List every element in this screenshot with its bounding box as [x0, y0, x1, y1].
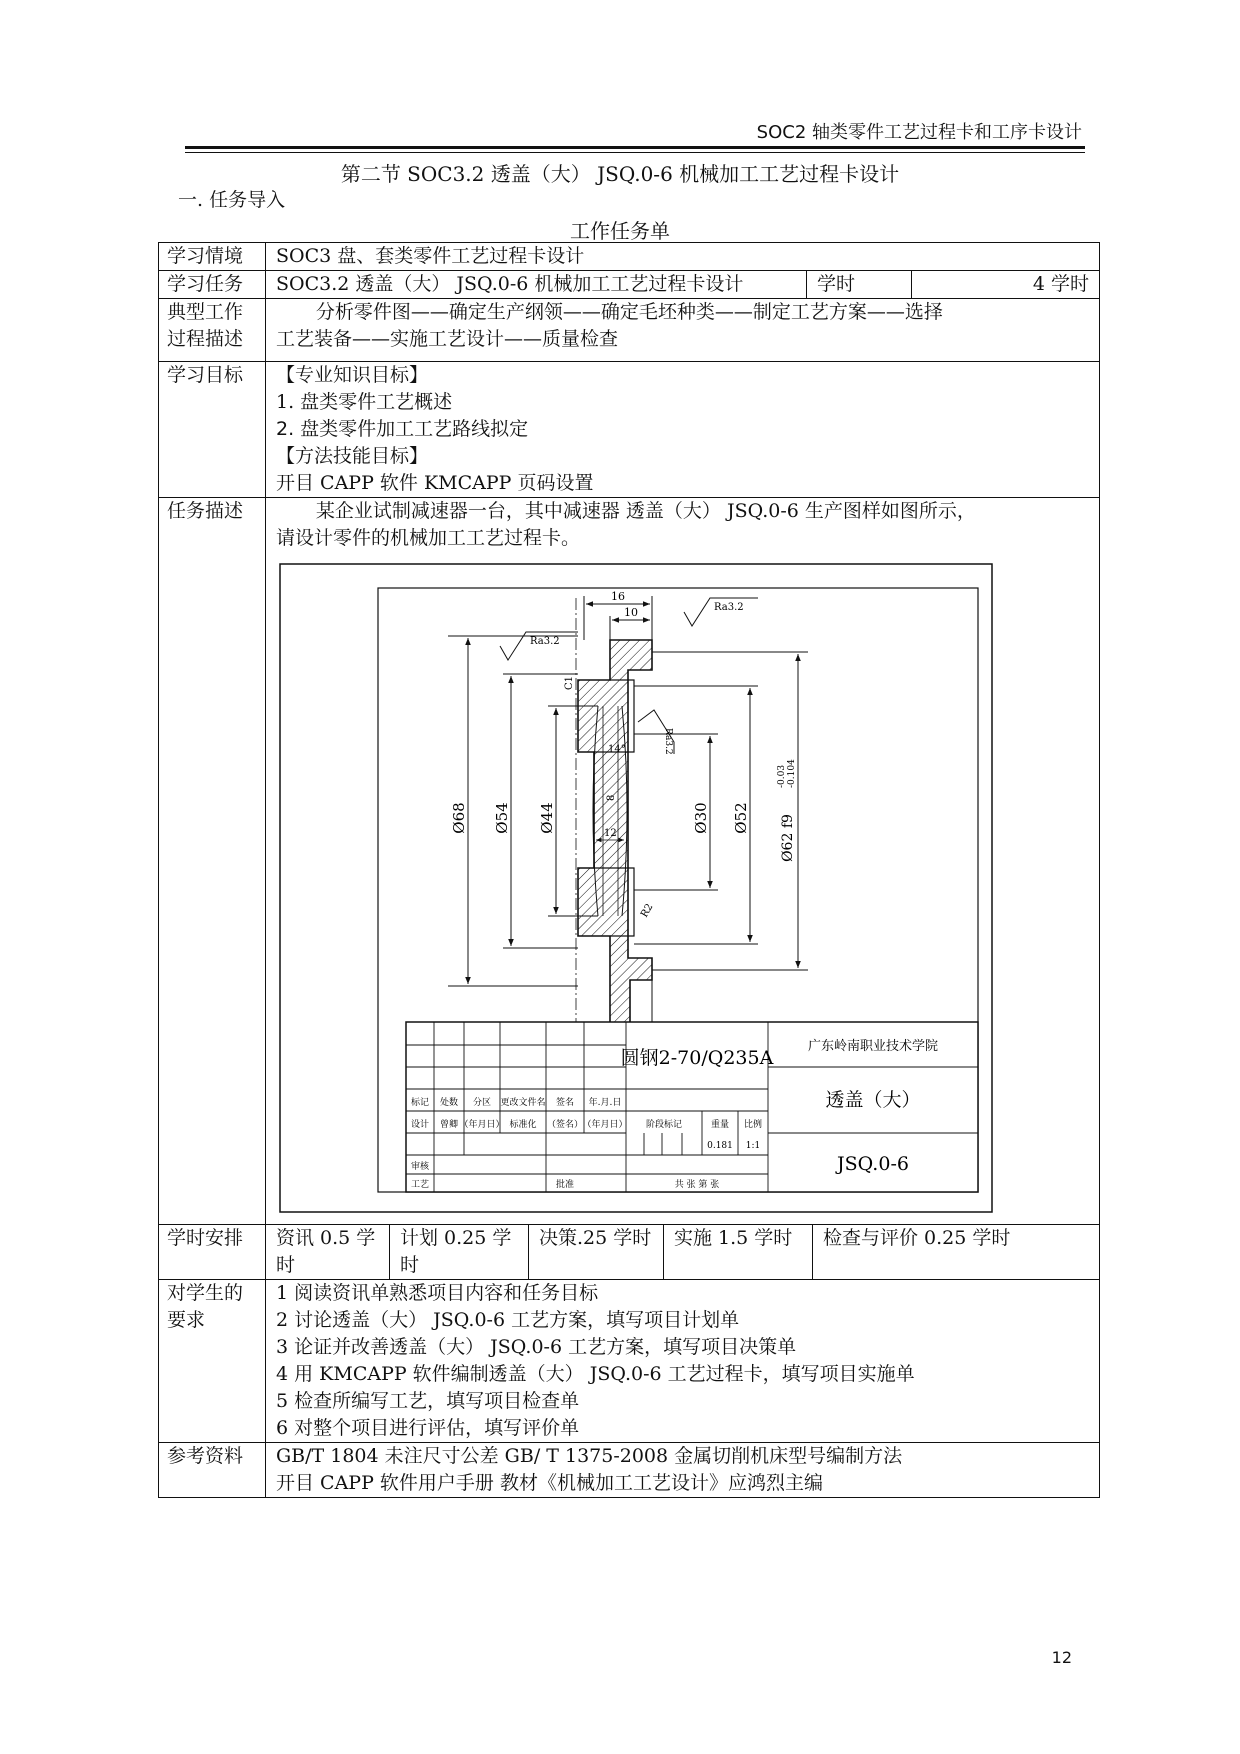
dim-r2: R2: [639, 901, 656, 920]
label-situation: 学习情境: [159, 243, 266, 271]
tb-design: （年月日）: [582, 1120, 628, 1130]
roughness-ra32-right: Ra3.2: [714, 602, 744, 613]
row-references: [159, 1443, 1100, 1498]
row-description: [159, 498, 1100, 1225]
tb-process-label: 工艺: [410, 1180, 430, 1190]
label-requirements-1: 对学生的: [167, 1282, 244, 1304]
description-line-1: 某企业试制减速器一台，其中减速器 透盖（大） JSQ.0-6 生产图样如图所示，: [315, 500, 976, 522]
requirement-item: 6 对整个项目进行评估，填写评价单: [276, 1417, 580, 1439]
roughness-ra32-inner: Ra3.2: [663, 728, 673, 755]
goal-item: 2. 盘类零件加工工艺路线拟定: [276, 418, 529, 440]
row-task: [159, 271, 1100, 299]
tb-review-label: 审核: [410, 1162, 430, 1172]
label-requirements-2: 要求: [167, 1309, 206, 1331]
section-title: 第二节 SOC3.2 透盖（大） JSQ.0-6 机械加工工艺过程卡设计: [340, 162, 900, 186]
label-process-1: 典型工作: [167, 301, 244, 323]
roughness-ra32-left: Ra3.2: [530, 636, 560, 647]
label-references: 参考资料: [159, 1443, 266, 1498]
work-task-table: [158, 242, 1100, 1498]
goal-item: 1. 盘类零件工艺概述: [276, 391, 453, 413]
dim-d68: Ø68: [450, 802, 468, 834]
dim-d62-tol-low: -0.104: [787, 759, 797, 788]
title-school: 广东岭南职业技术学院: [807, 1039, 939, 1054]
tb-design: 设计: [410, 1120, 430, 1130]
description-line-2: 请设计零件的机械加工工艺过程卡。: [276, 527, 581, 549]
requirement-item: 1 阅读资讯单熟悉项目内容和任务目标: [276, 1282, 599, 1304]
tb-scale-value: 1:1: [745, 1141, 761, 1151]
table-caption: 工作任务单: [570, 219, 670, 243]
title-part-name: 透盖（大）: [825, 1089, 921, 1111]
tb-weight-label: 重量: [710, 1120, 730, 1130]
tb-design: （年月日）: [459, 1120, 505, 1130]
reference-line-2: 开目 CAPP 软件用户手册 教材《机械加工工艺设计》应鸿烈主编: [276, 1472, 823, 1494]
title-material: 圆钢2-70/Q235A: [620, 1047, 774, 1069]
label-task: 学习任务: [159, 271, 266, 299]
schedule-item: 决策.25 学时: [529, 1225, 664, 1279]
row-situation: [159, 243, 1100, 271]
label-process-2: 过程描述: [167, 328, 244, 350]
goal-item: 【方法技能目标】: [276, 445, 429, 467]
requirement-item: 5 检查所编写工艺，填写项目检查单: [276, 1390, 580, 1412]
title-block: [406, 1022, 978, 1192]
label-hours: 学时: [807, 271, 912, 298]
tb-label: 签名: [555, 1098, 575, 1108]
tb-label: 标记: [410, 1098, 430, 1108]
dim-d54: Ø54: [493, 802, 511, 834]
schedule-item: 资讯 0.5 学时: [276, 1227, 376, 1276]
dim-c1: C1: [564, 675, 575, 690]
title-drawing-no: JSQ.0-6: [837, 1153, 909, 1175]
tb-stage-label: 阶段标记: [645, 1120, 683, 1130]
label-description: 任务描述: [159, 498, 266, 1225]
tb-design: （签名）: [546, 1120, 584, 1130]
tb-weight-value: 0.181: [707, 1141, 733, 1151]
dim-w12: 12: [604, 828, 617, 839]
row-process: [159, 299, 1100, 362]
dim-w8: 8: [606, 794, 617, 801]
task-intro-heading: 一. 任务导入: [178, 189, 286, 211]
goal-item: 开目 CAPP 软件 KMCAPP 页码设置: [276, 472, 594, 494]
tb-design: 标准化: [509, 1120, 537, 1130]
requirement-item: 3 论证并改善透盖（大） JSQ.0-6 工艺方案，填写项目决策单: [276, 1336, 797, 1358]
tb-label: 分区: [472, 1098, 492, 1108]
process-line-1: 分析零件图——确定生产纲领——确定毛坯种类——制定工艺方案——选择: [315, 301, 943, 323]
dim-d62-group: [777, 759, 797, 862]
page-number: 12: [1051, 1648, 1072, 1667]
value-situation: SOC3 盘、套类零件工艺过程卡设计: [266, 243, 1100, 271]
running-header: SOC2 轴类零件工艺过程卡和工序卡设计: [756, 122, 1082, 143]
requirement-item: 2 讨论透盖（大） JSQ.0-6 工艺方案，填写项目计划单: [276, 1309, 740, 1331]
dim-d62: Ø62 f9: [780, 814, 796, 862]
row-goals: [159, 362, 1100, 498]
dim-a14: 14°: [608, 744, 626, 755]
dim-d30: Ø30: [692, 802, 710, 834]
schedule-item: 计划 0.25 学时: [390, 1225, 529, 1279]
label-schedule: 学时安排: [159, 1225, 266, 1280]
dim-w10: 10: [624, 606, 638, 619]
schedule-item: 实施 1.5 学时: [664, 1225, 813, 1279]
tb-sheets: 共 张 第 张: [674, 1180, 720, 1190]
process-line-2: 工艺装备——实施工艺设计——质量检查: [276, 328, 619, 350]
header-rule-thin: [185, 152, 1085, 153]
dim-d52: Ø52: [732, 802, 750, 834]
row-requirements: [159, 1280, 1100, 1443]
value-task: SOC3.2 透盖（大） JSQ.0-6 机械加工工艺过程卡设计: [276, 273, 744, 295]
requirement-item: 4 用 KMCAPP 软件编制透盖（大） JSQ.0-6 工艺过程卡，填写项目实施单: [276, 1363, 915, 1385]
dim-d62-tol-up: -0.03: [777, 764, 787, 788]
part-drawing: [278, 556, 998, 1216]
tb-approve-label: 批准: [555, 1180, 575, 1190]
value-hours: 4 学时: [912, 271, 1100, 298]
tb-label: 更改文件名: [500, 1098, 546, 1108]
dim-w16: 16: [611, 590, 625, 603]
tb-scale-label: 比例: [743, 1120, 763, 1130]
label-goals: 学习目标: [159, 362, 266, 498]
row-schedule: [159, 1225, 1100, 1280]
header-rule-thick: [185, 146, 1085, 149]
tb-label: 处数: [439, 1098, 459, 1108]
dim-d44: Ø44: [538, 802, 556, 834]
tb-label: 年.月.日: [588, 1098, 622, 1108]
reference-line-1: GB/T 1804 未注尺寸公差 GB/ T 1375-2008 金属切削机床型号编制方法: [276, 1445, 903, 1467]
schedule-item: 检查与评价 0.25 学时: [813, 1225, 1100, 1279]
goal-item: 【专业知识目标】: [276, 364, 429, 386]
tb-design: 曾卿: [439, 1120, 459, 1130]
